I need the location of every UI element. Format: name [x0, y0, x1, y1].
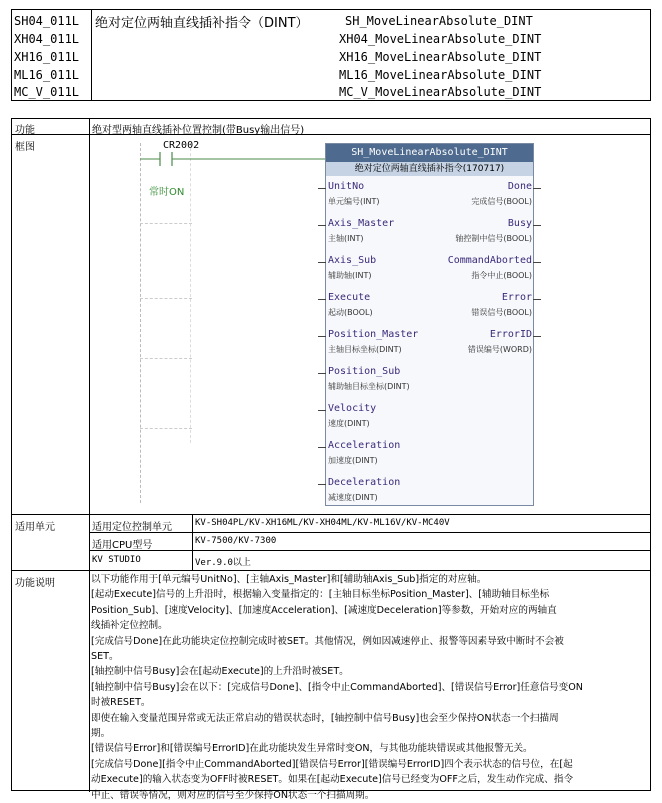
output-pin-name: ErrorID [489, 329, 532, 340]
model-code: SH04_011L [14, 14, 80, 28]
input-pin-desc: 单元编号(INT) [328, 197, 380, 206]
input-pin-desc: 辅助轴(INT) [328, 271, 372, 280]
output-pin-desc: 指令中止(BOOL) [471, 271, 532, 280]
instruction-title-cell [92, 10, 650, 100]
input-pin-desc: 速度(DINT) [328, 419, 370, 428]
instruction-header-table [11, 9, 651, 101]
input-pin-desc: 减速度(DINT) [328, 493, 378, 502]
description-line: [错误信号Error]和[错误编号ErrorID]在此功能块发生异常时变ON，与其他功能块错误或其他报警无关。 [91, 743, 533, 755]
output-pin-name: Done [507, 181, 532, 192]
input-pin-desc: 主轴(INT) [328, 234, 364, 243]
function-block-name: ML16_MoveLinearAbsolute_DINT [339, 68, 542, 82]
description-line: [起动Execute]信号的上升沿时，根据输入变量指定的：[主轴目标坐标Position_Master]、[辅助轴目标坐标 [91, 589, 550, 601]
function-block-name: MC_V_MoveLinearAbsolute_DINT [339, 85, 542, 99]
function-block-name: SH_MoveLinearAbsolute_DINT [345, 14, 533, 28]
description-line: 动Execute]的输入状态变为OFF时被RESET。如果在[起动Execute]信号已经变为OFF之后，发生动作完成、指令 [91, 774, 574, 786]
function-block-name: XH04_MoveLinearAbsolute_DINT [339, 32, 542, 46]
input-pin-name: Execute [328, 292, 371, 303]
description-line: Position_Sub]、[速度Velocity]、[加速度Acceleration]、[减速度Deceleration]等参数，开始对应的两轴直 [91, 604, 557, 616]
description-line: 期。 [91, 728, 111, 740]
kv-studio-version: Ver.9.0以上 [195, 558, 251, 568]
description-line: 以下功能作用于[单元编号UnitNo]、[主轴Axis_Master]和[辅助轴Axis_Sub]指定的对应轴。 [91, 574, 487, 585]
instruction-title: 绝对定位两轴直线插补指令（DINT） [95, 16, 309, 31]
function-label: 功能 [15, 125, 35, 136]
input-pin-name: Position_Sub [328, 366, 401, 377]
model-code: XH16_011L [14, 50, 80, 64]
output-pin-desc: 错误编号(WORD) [467, 345, 532, 354]
input-pin-name: UnitNo [328, 181, 365, 192]
input-pin-desc: 主轴目标坐标(DINT) [328, 345, 402, 354]
description-line: 时被RESET。 [91, 697, 151, 709]
input-pin-desc: 辅助轴目标坐标(DINT) [328, 382, 410, 391]
description-line: [轴控制中信号Busy]会在[起动Execute]的上升沿时被SET。 [91, 666, 349, 678]
description-line: [轴控制中信号Busy]会在以下：[完成信号Done]、[指令中止CommandAborted]、[错误信号Error]任意信号变ON [91, 681, 583, 693]
description-line: 即使在输入变量范围异常或无法正常启动的错误状态时，[轴控制中信号Busy]也会至少保持ON状态一个扫描周 [91, 712, 559, 724]
input-pin-name: Acceleration [328, 440, 401, 451]
contact-label: CR2002 [163, 140, 200, 151]
contact-comment: 常时ON [149, 187, 185, 198]
output-pin-desc: 完成信号(BOOL) [471, 197, 532, 206]
input-pin-name: Position_Master [328, 329, 419, 340]
function-description-label: 功能说明 [15, 578, 55, 589]
output-pin-name: Busy [507, 218, 532, 229]
applicable-unit-label: 适用单元 [15, 522, 55, 533]
input-pin-name: Deceleration [328, 477, 401, 488]
input-pin-name: Axis_Master [328, 218, 395, 229]
output-pin-name: Error [501, 292, 532, 303]
input-pin-name: Velocity [328, 403, 377, 414]
positioning-unit-label: 适用定位控制单元 [92, 522, 172, 533]
contact-symbol [140, 152, 330, 166]
model-code-column [12, 10, 92, 100]
function-summary: 绝对型两轴直线插补位置控制(带Busy输出信号) [92, 125, 305, 136]
input-pin-desc: 起动(BOOL) [328, 308, 373, 317]
output-pin-desc: 轴控制中信号(BOOL) [455, 234, 532, 243]
description-line: [完成信号Done]在此功能块定位控制完成时被SET。其他情况，例如因减速停止、报警等因素导致中断时不会被 [91, 635, 564, 647]
description-line: [完成信号Done][指令中止CommandAborted][错误信号Error][错误编号ErrorID]四个表示状态的信号位，在[起 [91, 758, 573, 770]
model-code: MC_V_011L [14, 85, 80, 99]
diagram-label: 框图 [15, 142, 35, 153]
function-block-name: XH16_MoveLinearAbsolute_DINT [339, 50, 542, 64]
output-pin-name: CommandAborted [447, 255, 532, 266]
cpu-model-value: KV-7500/KV-7300 [195, 536, 277, 546]
function-block-subtitle: 绝对定位两轴直线插补指令(170717) [326, 162, 533, 176]
output-pin-desc: 错误信号(BOOL) [471, 308, 532, 317]
kv-studio-label: KV STUDIO [92, 555, 141, 565]
input-pin-desc: 加速度(DINT) [328, 456, 378, 465]
description-line: 线插补定位控制。 [91, 620, 168, 632]
model-code: XH04_011L [14, 32, 80, 46]
function-description [91, 572, 651, 803]
description-line: SET。 [91, 651, 119, 663]
description-line: 中止、错误等情况，则对应的信号至少保持ON状态一个扫描周期。 [91, 789, 375, 801]
cpu-model-label: 适用CPU型号 [92, 540, 153, 551]
positioning-unit-value: KV-SH04PL/KV-XH16ML/KV-XH04ML/KV-ML16V/KV-MC40V [195, 518, 450, 528]
input-pin-name: Axis_Sub [328, 255, 377, 266]
model-code: ML16_011L [14, 68, 80, 82]
function-block-title: SH_MoveLinearAbsolute_DINT [326, 144, 533, 162]
